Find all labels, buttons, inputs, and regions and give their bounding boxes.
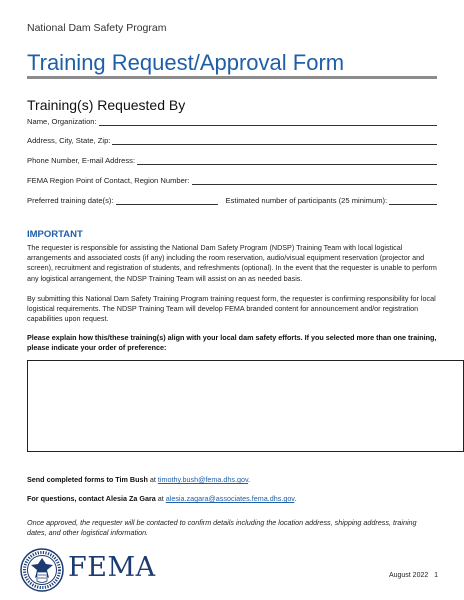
fema-region-contact-field[interactable] — [27, 174, 437, 185]
important-paragraph-1: The requester is responsible for assisting the National Dam Safety Program (NDSP) Training Team with local logistical arrangements and associated costs (if any) including the room reservation, audio/visual equipment reservation (projector and screen), recruitment and registration of students, and refreshments (optional). In the event that the requester is unable to perform any logistical arrangement, the NDSP Training Team will assist on an as needed basis. — [27, 243, 437, 283]
important-heading: IMPORTANT — [27, 229, 83, 240]
footer-date-page — [389, 572, 438, 579]
alignment-answer-box[interactable] — [27, 360, 464, 452]
field-label: Address, City, State, Zip: — [27, 136, 111, 145]
address-field[interactable] — [27, 134, 437, 145]
fema-region-contact-line[interactable] — [192, 177, 437, 185]
participants-line[interactable] — [389, 197, 437, 205]
dhs-seal-icon — [20, 548, 64, 592]
questions-email-link[interactable]: alesia.zagara@associates.fema.dhs.gov — [165, 494, 295, 503]
participants-label: Estimated number of participants (25 minimum): — [225, 196, 388, 205]
page-title: Training Request/Approval Form — [27, 50, 345, 75]
questions-line — [27, 494, 296, 503]
field-label: Name, Organization: — [27, 117, 97, 126]
fema-logo: FEMA — [68, 552, 156, 583]
send-forms-line — [27, 475, 250, 484]
requested-by-heading: Training(s) Requested By — [27, 97, 186, 113]
questions-period: . — [294, 494, 297, 503]
name-organization-field[interactable] — [27, 115, 437, 126]
name-organization-line[interactable] — [99, 118, 437, 126]
date-participants-row — [27, 194, 437, 205]
alignment-prompt: Please explain how this/these training(s) align with your local dam safety efforts. If you selected more than one training, please indicate your order of preference: — [27, 333, 437, 353]
field-label: FEMA Region Point of Contact, Region Number: — [27, 176, 190, 185]
title-divider — [27, 76, 437, 79]
program-name: National Dam Safety Program — [27, 22, 167, 34]
preferred-dates-label: Preferred training date(s): — [27, 196, 114, 205]
send-period: . — [248, 475, 251, 484]
phone-email-line[interactable] — [137, 157, 437, 165]
questions-label: For questions, contact Alesia Za Gara — [27, 494, 156, 503]
footer-date: August 2022 — [388, 572, 429, 579]
send-at-text: at — [149, 475, 156, 484]
preferred-dates-line[interactable] — [116, 197, 218, 205]
field-label: Phone Number, E-mail Address: — [27, 156, 136, 165]
send-forms-label: Send completed forms to Tim Bush — [27, 475, 148, 484]
send-email-link[interactable]: timothy.bush@fema.dhs.gov — [157, 475, 249, 484]
questions-at-text: at — [157, 494, 164, 503]
address-line[interactable] — [112, 137, 437, 145]
page-number: 1 — [434, 572, 438, 579]
important-paragraph-2: By submitting this National Dam Safety Training Program training request form, the requester is confirming responsibility for local logistical requirements. The NDSP Training Team will develop FEMA branded content for announcement and/or registration capabilities upon request. — [27, 294, 436, 324]
phone-email-field[interactable] — [27, 154, 437, 165]
approval-note: Once approved, the requester will be contacted to confirm details including the location address, shipping address, training dates, and other logistical information. — [27, 518, 417, 538]
